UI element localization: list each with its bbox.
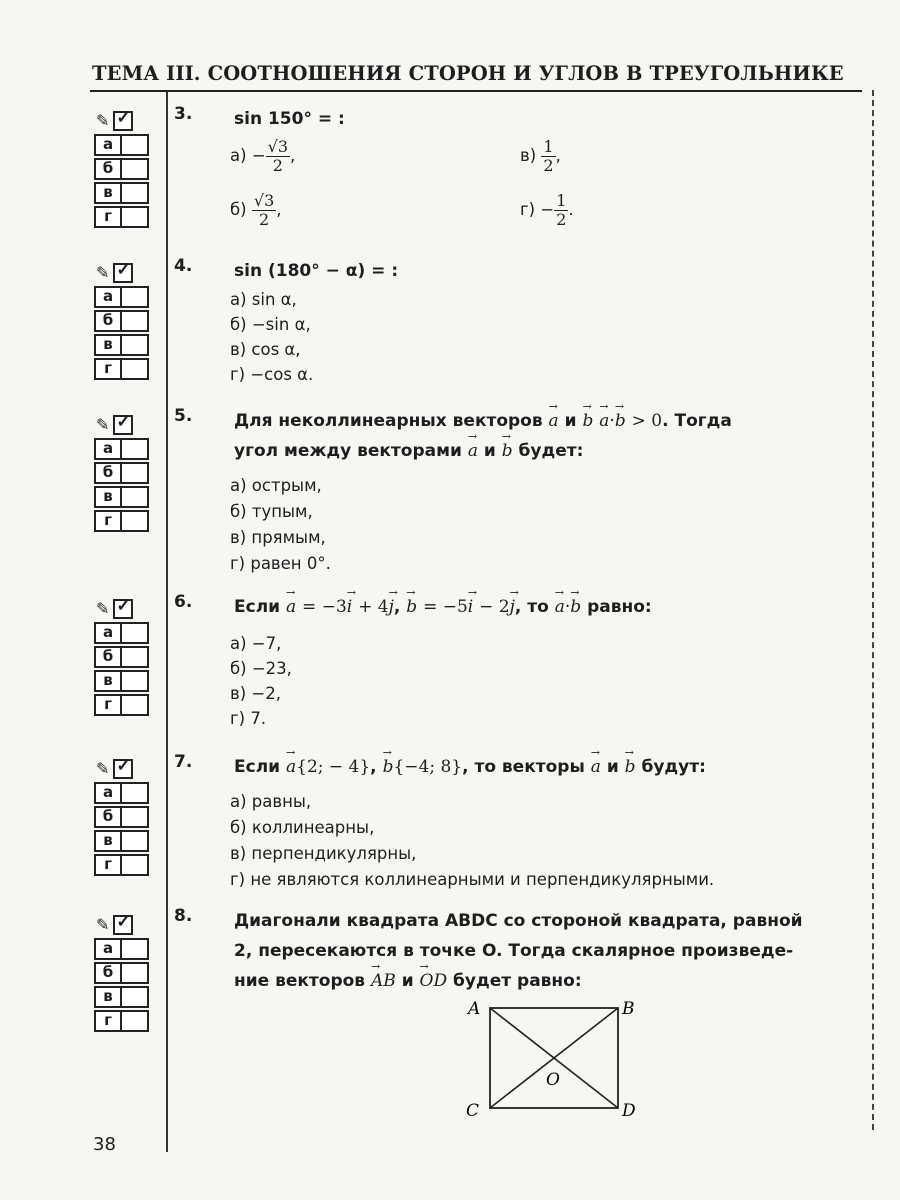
answer-box-q7: [94, 758, 156, 876]
answer-checkbox[interactable]: [122, 334, 149, 356]
header-rule: [90, 90, 862, 92]
vector-a: → a: [286, 592, 296, 622]
answer-checkbox[interactable]: [122, 462, 149, 484]
answer-letter: а: [94, 438, 122, 460]
answer-letter: б: [94, 158, 122, 180]
answer-box-q8: [94, 914, 156, 1032]
answer-letter: б: [94, 462, 122, 484]
cut-line: [872, 90, 874, 1130]
answer-letter: г: [94, 1010, 122, 1032]
option-b: б) $\frac{√3}{2}$ ,: [230, 191, 282, 229]
option-a: а) − $\frac{√3}{2}$ ,: [230, 137, 296, 175]
answer-letter: г: [94, 694, 122, 716]
answer-letter: в: [94, 334, 122, 356]
vector-j: → j: [510, 592, 515, 622]
answer-checkbox[interactable]: [122, 286, 149, 308]
pencil-icon: ✎: [96, 915, 110, 934]
question-8: [174, 906, 864, 1006]
check-icon: ✓: [113, 599, 133, 619]
question-text: Если → a = −3→ i + 4→ j, → b = −5→ i − 2→ j, то → a·→ b равно:: [234, 592, 862, 622]
answer-checkbox[interactable]: [122, 206, 149, 228]
question-number: 3.: [174, 104, 193, 124]
question-7: [174, 752, 864, 892]
answer-letter: б: [94, 962, 122, 984]
vector-b: → b: [625, 752, 636, 782]
answer-letter: в: [94, 830, 122, 852]
check-icon: ✓: [113, 759, 133, 779]
vector-b: → b: [582, 406, 593, 436]
vector-b: → b: [383, 752, 394, 782]
option-b: б) коллинеарны,: [230, 818, 375, 837]
answer-letter: г: [94, 510, 122, 532]
question-5: [174, 406, 864, 576]
vector-i: → i: [468, 592, 473, 622]
option-b: б) −sin α,: [230, 315, 311, 334]
option-v: в) −2,: [230, 684, 281, 703]
question-text: Если → a{2; − 4}, → b{−4; 8}, то векторы → a и → b будут:: [234, 752, 862, 782]
question-3: [174, 104, 864, 244]
vector-b: → b: [502, 436, 513, 466]
vector-a: → a: [549, 406, 559, 436]
option-b: б) −23,: [230, 659, 292, 678]
option-v: в) cos α,: [230, 340, 301, 359]
pencil-icon: ✎: [96, 263, 110, 282]
answer-letter: б: [94, 806, 122, 828]
answer-checkbox[interactable]: [122, 158, 149, 180]
answer-checkbox[interactable]: [122, 854, 149, 876]
answer-letter: в: [94, 670, 122, 692]
answer-checkbox[interactable]: [122, 310, 149, 332]
question-number: 7.: [174, 752, 193, 772]
option-g: г) − $\frac{1}{2}$ .: [520, 191, 574, 229]
vertex-label-b: B: [622, 999, 635, 1019]
vector-b: → b: [615, 406, 626, 436]
pencil-icon: ✎: [96, 759, 110, 778]
option-g: г) не являются коллинеарными и перпендикулярными.: [230, 870, 715, 889]
center-label-o: O: [546, 1070, 560, 1090]
answer-letter: б: [94, 646, 122, 668]
answer-checkbox[interactable]: [122, 938, 149, 960]
answer-checkbox[interactable]: [122, 134, 149, 156]
option-g: г) 7.: [230, 709, 267, 728]
answer-letter: б: [94, 310, 122, 332]
answer-letter: а: [94, 782, 122, 804]
vertex-label-c: C: [466, 1101, 480, 1121]
pencil-icon: ✎: [96, 415, 110, 434]
answer-letter: г: [94, 358, 122, 380]
vector-b: → b: [406, 592, 417, 622]
vector-a: → a: [286, 752, 296, 782]
check-icon: ✓: [113, 915, 133, 935]
option-a: а) равны,: [230, 792, 312, 811]
vector-a: → a: [591, 752, 601, 782]
vertex-label-d: D: [622, 1101, 636, 1121]
option-a: а) −7,: [230, 634, 282, 653]
option-v: в) прямым,: [230, 528, 326, 547]
option-g: г) −cos α.: [230, 365, 314, 384]
option-v: в) перпендикулярны,: [230, 844, 417, 863]
answer-checkbox[interactable]: [122, 182, 149, 204]
answer-checkbox[interactable]: [122, 694, 149, 716]
answer-letter: г: [94, 854, 122, 876]
question-text: Диагонали квадрата ABDC со стороной квадрата, равной 2, пересекаются в точке O. Тогда скалярное произведе- ние векторов → AB и → OD будет равно:: [234, 906, 862, 996]
answer-checkbox[interactable]: [122, 438, 149, 460]
answer-checkbox[interactable]: [122, 1010, 149, 1032]
check-icon: ✓: [113, 111, 133, 131]
question-text: sin 150° = :: [234, 109, 345, 129]
option-a: а) острым,: [230, 476, 322, 495]
section-title: ТЕМА III. СООТНОШЕНИЯ СТОРОН И УГЛОВ В ТРЕУГОЛЬНИКЕ: [92, 62, 844, 85]
vector-a: → a: [555, 592, 565, 622]
answer-letter: а: [94, 134, 122, 156]
square-diagram: [462, 998, 652, 1128]
answer-letter: а: [94, 938, 122, 960]
answer-checkbox[interactable]: [122, 510, 149, 532]
pencil-icon: ✎: [96, 111, 110, 130]
vector-b: → b: [570, 592, 581, 622]
check-icon: ✓: [113, 263, 133, 283]
option-a: а) sin α,: [230, 290, 297, 309]
vertex-label-a: A: [468, 999, 481, 1019]
vector-i: → i: [347, 592, 352, 622]
option-g: г) равен 0°.: [230, 554, 331, 573]
answer-checkbox[interactable]: [122, 962, 149, 984]
vector-j: → j: [389, 592, 394, 622]
vector-AB: → AB: [371, 966, 396, 996]
answer-checkbox[interactable]: [122, 830, 149, 852]
question-4: [174, 256, 864, 386]
question-number: 4.: [174, 256, 193, 276]
margin-rule: [166, 92, 168, 1152]
option-v: в) $\frac{1}{2}$ ,: [520, 137, 561, 175]
check-icon: ✓: [113, 415, 133, 435]
pencil-icon: ✎: [96, 599, 110, 618]
question-number: 5.: [174, 406, 193, 426]
answer-checkbox[interactable]: [122, 358, 149, 380]
answer-letter: в: [94, 486, 122, 508]
answer-checkbox[interactable]: [122, 486, 149, 508]
vector-a: → a: [468, 436, 478, 466]
answer-box-q3: [94, 110, 156, 228]
page-number: 38: [93, 1134, 116, 1155]
question-text: sin (180° − α) = :: [234, 261, 399, 281]
answer-checkbox[interactable]: [122, 782, 149, 804]
question-6: [174, 592, 864, 742]
answer-box-q6: [94, 598, 156, 716]
question-text: Для неколлинеарных векторов → a и → b → a·→ b > 0. Тогда угол между векторами → a и → b будет:: [234, 406, 862, 466]
answer-checkbox[interactable]: [122, 986, 149, 1008]
option-b: б) тупым,: [230, 502, 313, 521]
answer-letter: а: [94, 622, 122, 644]
answer-checkbox[interactable]: [122, 622, 149, 644]
question-number: 8.: [174, 906, 193, 926]
answer-letter: г: [94, 206, 122, 228]
answer-letter: а: [94, 286, 122, 308]
vector-OD: → OD: [420, 966, 448, 996]
answer-box-q4: [94, 262, 156, 380]
vector-a: → a: [599, 406, 609, 436]
question-number: 6.: [174, 592, 193, 612]
answer-checkbox[interactable]: [122, 806, 149, 828]
answer-box-q5: [94, 414, 156, 532]
answer-checkbox[interactable]: [122, 646, 149, 668]
answer-letter: в: [94, 986, 122, 1008]
answer-letter: в: [94, 182, 122, 204]
answer-checkbox[interactable]: [122, 670, 149, 692]
